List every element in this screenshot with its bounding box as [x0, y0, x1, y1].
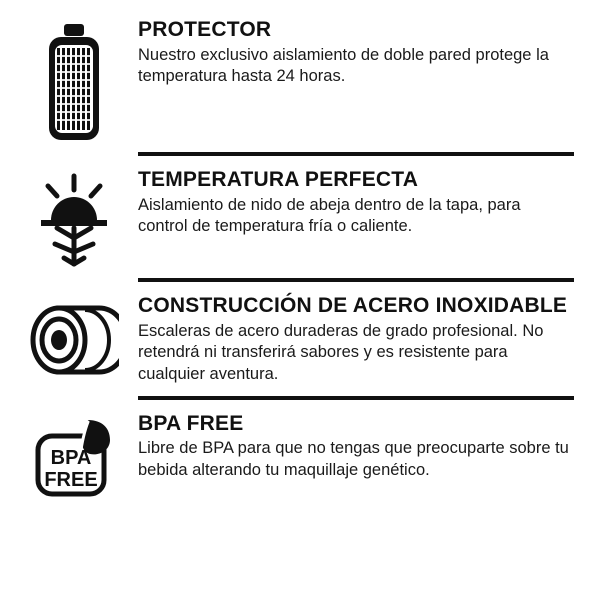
feature-title: BPA FREE	[138, 411, 244, 435]
feature-text-block	[138, 168, 574, 238]
feature-description: Aislamiento de nido de abeja dentro de la tapa, para control de temperatura fría o caliente.	[138, 195, 521, 236]
section-divider	[138, 396, 574, 400]
bpa-badge-line1: BPA	[50, 446, 92, 469]
feature-title: CONSTRUCCIÓN DE ACERO INOXIDABLE	[138, 294, 568, 317]
feature-title: PROTECTOR	[138, 18, 272, 41]
insulated-bottle-icon	[26, 18, 122, 142]
feature-item-construccion-acero	[26, 294, 574, 386]
feature-description: Nuestro exclusivo aislamiento de doble pared protege la temperatura hasta 24 horas.	[138, 45, 549, 86]
feature-text-block	[138, 294, 574, 386]
section-divider	[138, 152, 574, 156]
feature-title: TEMPERATURA PERFECTA	[138, 168, 419, 191]
feature-item-protector	[26, 18, 574, 142]
feature-text-block	[138, 18, 574, 88]
section-divider	[138, 278, 574, 282]
bpa-badge-line2: FREE	[44, 468, 98, 491]
stainless-steel-coil-icon	[26, 294, 122, 384]
bpa-free-leaf-icon	[26, 412, 122, 500]
feature-item-bpa-free	[26, 412, 574, 500]
feature-description: Escaleras de acero duraderas de grado profesional. No retendrá ni transferirá sabores y es resistente para cualquier aventura.	[138, 321, 544, 384]
feature-item-temperatura-perfecta	[26, 168, 574, 268]
feature-description: Libre de BPA para que no tengas que preocuparte sobre tu bebida alterando tu maquillaje genético.	[138, 439, 569, 480]
sun-snowflake-temperature-icon	[26, 168, 122, 268]
feature-text-block	[138, 412, 574, 482]
